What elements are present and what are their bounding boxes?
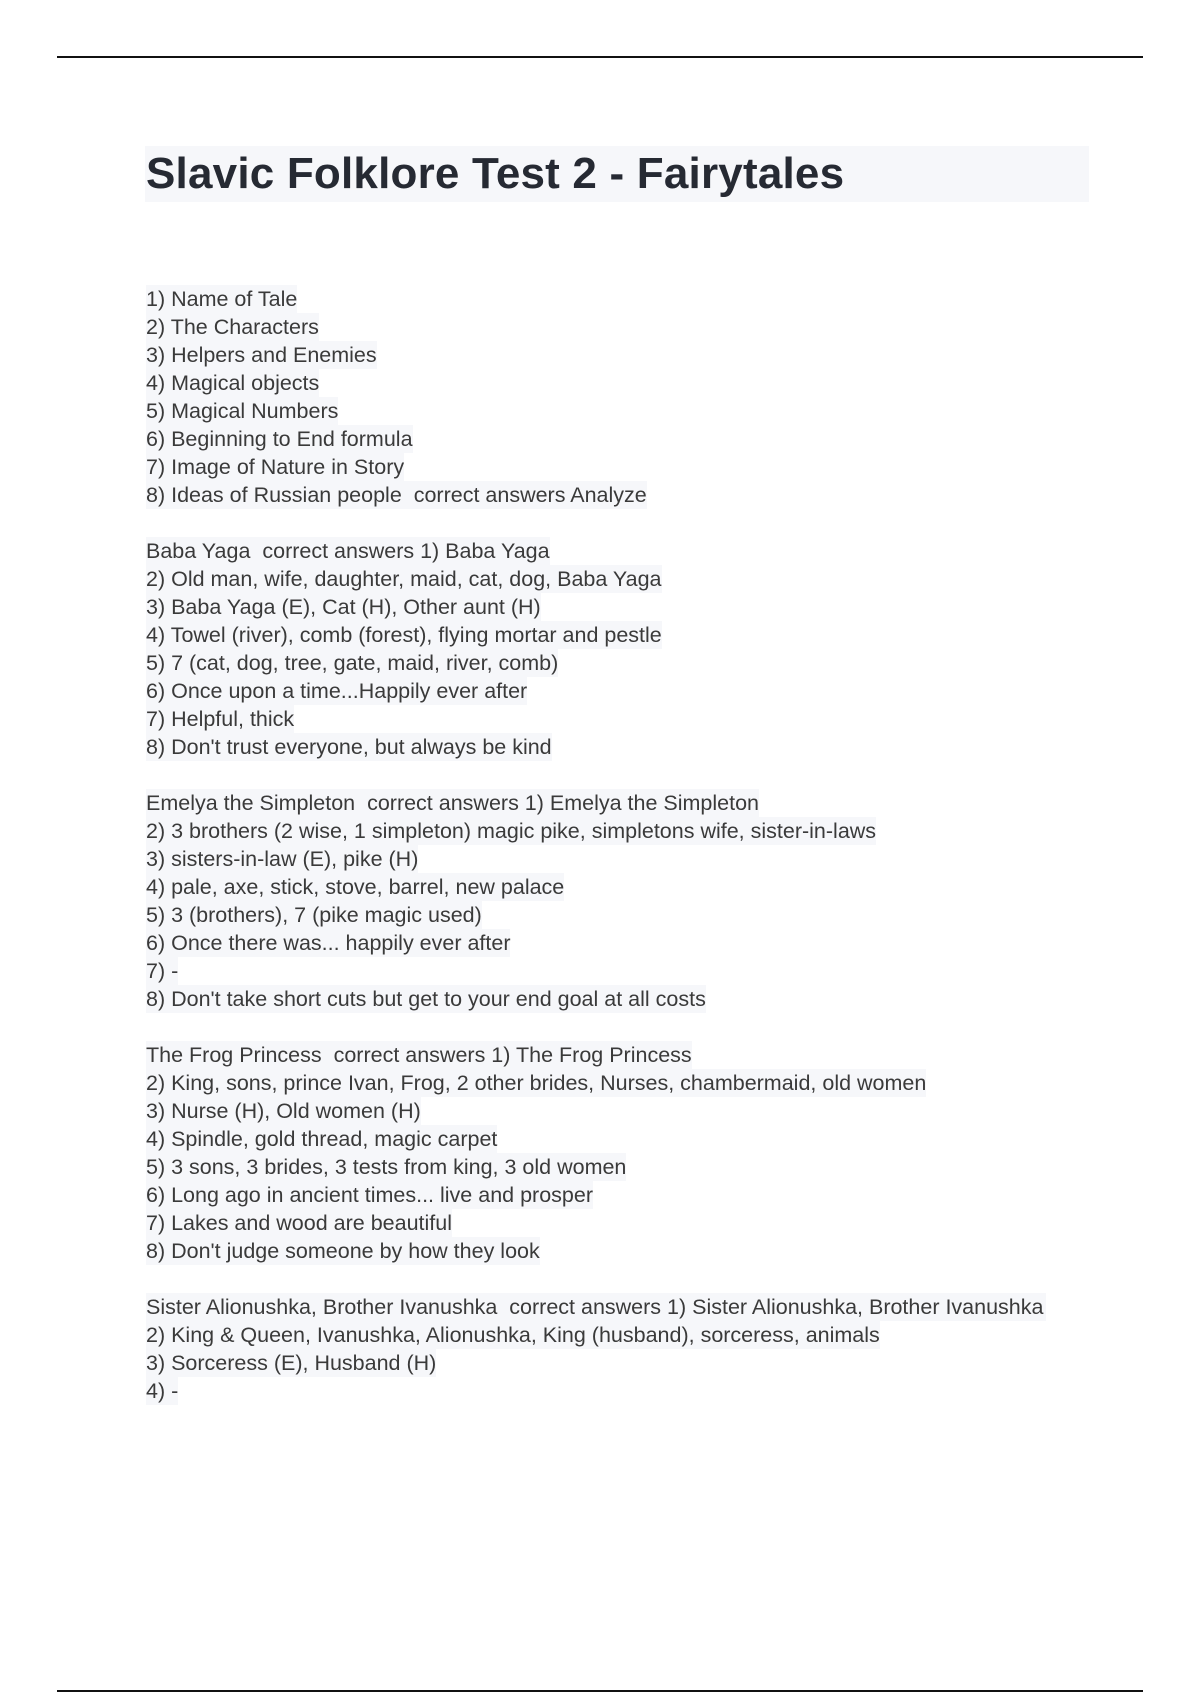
text-line: 6) Once there was... happily ever after	[146, 931, 511, 955]
text-line: 7) Helpful, thick	[146, 707, 295, 731]
emelya-block	[146, 789, 1066, 1013]
text-line: 4) Magical objects	[146, 371, 320, 395]
text-line: 1) Name of Tale	[146, 287, 298, 311]
document-body	[146, 285, 1066, 1433]
top-rule	[57, 56, 1143, 58]
text-line: 7) -	[146, 959, 179, 983]
text-line: Sister Alionushka, Brother Ivanushka correct answers 1) Sister Alionushka, Brother Ivanushka	[146, 1293, 1046, 1321]
text-line: 4) -	[146, 1379, 179, 1403]
text-line: 4) Towel (river), comb (forest), flying mortar and pestle	[146, 623, 662, 647]
text-line: Baba Yaga correct answers 1) Baba Yaga	[146, 539, 550, 563]
text-line: 7) Image of Nature in Story	[146, 455, 405, 479]
text-line: 8) Ideas of Russian people correct answers Analyze	[146, 483, 647, 507]
intro-block	[146, 285, 1066, 509]
text-line: The Frog Princess correct answers 1) The Frog Princess	[146, 1043, 692, 1067]
text-line: 2) King, sons, prince Ivan, Frog, 2 other brides, Nurses, chambermaid, old women	[146, 1071, 927, 1095]
text-line: 3) Helpers and Enemies	[146, 343, 377, 367]
document-title: Slavic Folklore Test 2 - Fairytales	[146, 149, 845, 198]
text-line: 8) Don't trust everyone, but always be kind	[146, 735, 552, 759]
text-line: 2) Old man, wife, daughter, maid, cat, dog, Baba Yaga	[146, 567, 662, 591]
alionushka-block	[146, 1293, 1066, 1405]
text-line: 6) Beginning to End formula	[146, 427, 413, 451]
frog-princess-block	[146, 1041, 1066, 1265]
text-line: 3) sisters-in-law (E), pike (H)	[146, 847, 419, 871]
baba-yaga-block	[146, 537, 1066, 761]
text-line: 3) Sorceress (E), Husband (H)	[146, 1351, 437, 1375]
text-line: 5) 7 (cat, dog, tree, gate, maid, river, comb)	[146, 651, 559, 675]
text-line: 7) Lakes and wood are beautiful	[146, 1211, 452, 1235]
text-line: 8) Don't take short cuts but get to your end goal at all costs	[146, 987, 706, 1011]
text-line: 6) Long ago in ancient times... live and prosper	[146, 1183, 593, 1207]
text-line: 2) King & Queen, Ivanushka, Alionushka, King (husband), sorceress, animals	[146, 1323, 880, 1347]
text-line: 3) Baba Yaga (E), Cat (H), Other aunt (H)	[146, 595, 541, 619]
text-line: 5) 3 sons, 3 brides, 3 tests from king, 3 old women	[146, 1155, 627, 1179]
text-line: 8) Don't judge someone by how they look	[146, 1239, 540, 1263]
text-line: 2) 3 brothers (2 wise, 1 simpleton) magic pike, simpletons wife, sister-in-laws	[146, 819, 877, 843]
text-line: 4) Spindle, gold thread, magic carpet	[146, 1127, 498, 1151]
text-line: 4) pale, axe, stick, stove, barrel, new palace	[146, 875, 565, 899]
bottom-rule	[57, 1690, 1143, 1692]
text-line: 5) 3 (brothers), 7 (pike magic used)	[146, 903, 482, 927]
text-line: 2) The Characters	[146, 315, 319, 339]
text-line: Emelya the Simpleton correct answers 1) Emelya the Simpleton	[146, 791, 760, 815]
text-line: 5) Magical Numbers	[146, 399, 339, 423]
text-line: 3) Nurse (H), Old women (H)	[146, 1099, 421, 1123]
text-line: 6) Once upon a time...Happily ever after	[146, 679, 528, 703]
